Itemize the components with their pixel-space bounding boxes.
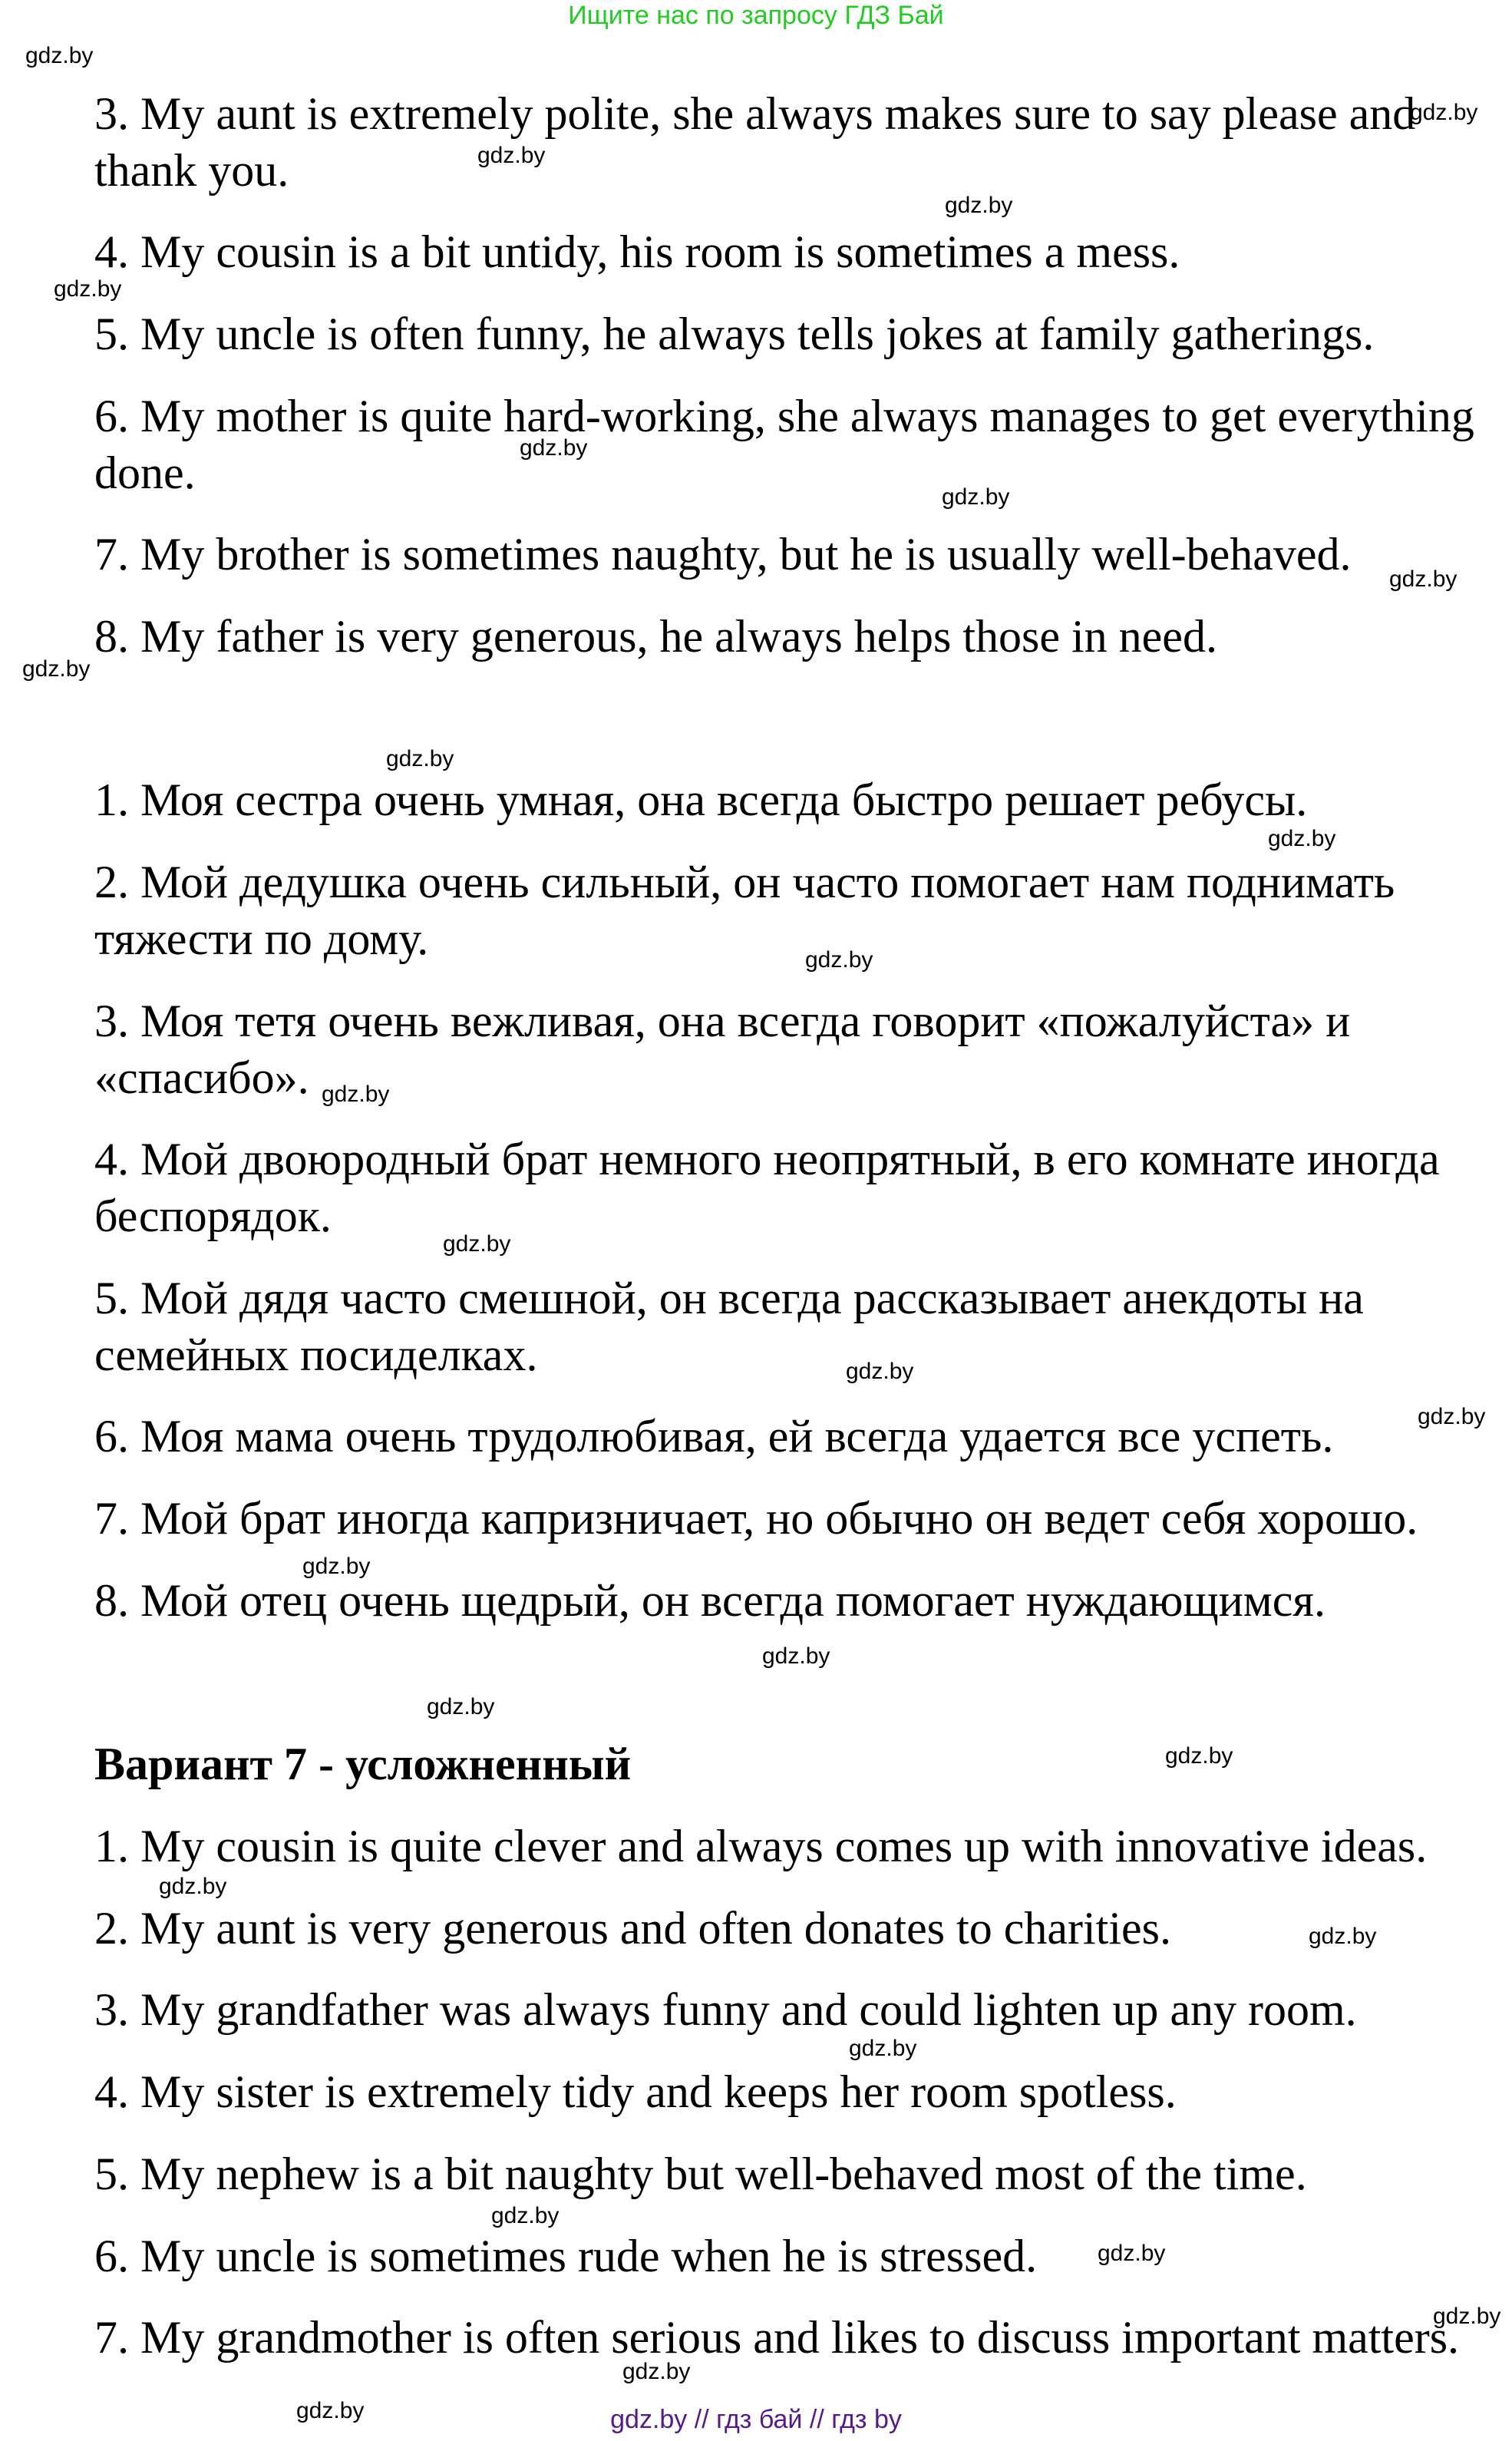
- english-item-line: 6. My mother is quite hard-working, she always manages to get everything: [94, 391, 1474, 441]
- russian-item-line: 7. Мой брат иногда капризничает, но обычно он ведет себя хорошо.: [94, 1493, 1418, 1544]
- watermark: gdz.by: [1268, 826, 1336, 851]
- watermark: gdz.by: [1433, 2304, 1501, 2329]
- watermark: gdz.by: [159, 1874, 227, 1899]
- watermark: gdz.by: [520, 435, 588, 461]
- watermark: gdz.by: [322, 1082, 390, 1107]
- variant-item-line: 4. My sister is extremely tidy and keeps her room spotless.: [94, 2066, 1177, 2117]
- watermark: gdz.by: [296, 2398, 365, 2423]
- english-item-line: 4. My cousin is a bit untidy, his room is sometimes a mess.: [94, 226, 1180, 277]
- watermark: gdz.by: [849, 2036, 917, 2061]
- english-item-line: 5. My uncle is often funny, he always tells jokes at family gatherings.: [94, 309, 1375, 359]
- russian-item-line: 6. Моя мама очень трудолюбивая, ей всегда удается все успеть.: [94, 1411, 1334, 1462]
- watermark: gdz.by: [945, 193, 1013, 218]
- watermark: gdz.by: [1418, 1404, 1486, 1429]
- watermark: gdz.by: [1389, 566, 1458, 592]
- english-item-line: 3. My aunt is extremely polite, she always makes sure to say please and: [94, 88, 1416, 139]
- search-banner: Ищите нас по запросу ГДЗ Бай: [568, 1, 944, 30]
- watermark: gdz.by: [1309, 1924, 1377, 1949]
- watermark: gdz.by: [491, 2203, 560, 2228]
- watermark: gdz.by: [1098, 2241, 1166, 2266]
- watermark: gdz.by: [762, 1643, 830, 1669]
- watermark: gdz.by: [846, 1359, 914, 1384]
- footer-links[interactable]: gdz.by // гдз бай // гдз by: [610, 2405, 902, 2434]
- russian-item-line: 5. Мой дядя часто смешной, он всегда рассказывает анекдоты на: [94, 1273, 1364, 1323]
- watermark: gdz.by: [805, 947, 873, 973]
- watermark: gdz.by: [477, 143, 546, 168]
- variant-item-line: 7. My grandmother is often serious and likes to discuss important matters.: [94, 2312, 1460, 2363]
- watermark: gdz.by: [1410, 100, 1478, 125]
- variant-heading: Вариант 7 - усложненный: [94, 1739, 632, 1789]
- russian-item-line: 3. Моя тетя очень вежливая, она всегда говорит «пожалуйста» и: [94, 996, 1351, 1046]
- russian-item-line: беспорядок.: [94, 1191, 332, 1241]
- watermark: gdz.by: [302, 1554, 371, 1579]
- watermark: gdz.by: [1165, 1743, 1233, 1769]
- watermark: gdz.by: [443, 1231, 511, 1257]
- english-item-line: 7. My brother is sometimes naughty, but he is usually well-behaved.: [94, 529, 1352, 580]
- watermark: gdz.by: [22, 656, 91, 682]
- watermark: gdz.by: [386, 746, 454, 771]
- russian-item-line: 1. Моя сестра очень умная, она всегда быстро решает ребусы.: [94, 775, 1308, 825]
- watermark: gdz.by: [54, 276, 122, 302]
- russian-item-line: 2. Мой дедушка очень сильный, он часто помогает нам поднимать: [94, 857, 1395, 907]
- variant-item-line: 2. My aunt is very generous and often donates to charities.: [94, 1903, 1171, 1954]
- variant-item-line: 6. My uncle is sometimes rude when he is stressed.: [94, 2231, 1038, 2281]
- russian-item-line: семейных посиделках.: [94, 1330, 538, 1380]
- watermark: gdz.by: [25, 43, 94, 68]
- english-item-line: 8. My father is very generous, he always helps those in need.: [94, 611, 1217, 662]
- watermark: gdz.by: [942, 484, 1010, 510]
- variant-item-line: 1. My cousin is quite clever and always comes up with innovative ideas.: [94, 1821, 1428, 1871]
- russian-item-line: 8. Мой отец очень щедрый, он всегда помогает нуждающимся.: [94, 1575, 1326, 1626]
- english-item-line: done.: [94, 448, 196, 498]
- russian-item-line: «спасибо».: [94, 1052, 309, 1103]
- variant-item-line: 5. My nephew is a bit naughty but well-behaved most of the time.: [94, 2149, 1307, 2199]
- watermark: gdz.by: [427, 1694, 495, 1719]
- russian-item-line: тяжести по дому.: [94, 913, 429, 964]
- variant-item-line: 3. My grandfather was always funny and could lighten up any room.: [94, 1984, 1357, 2035]
- watermark: gdz.by: [622, 2359, 691, 2384]
- russian-item-line: 4. Мой двоюродный брат немного неопрятный, в его комнате иногда: [94, 1134, 1440, 1184]
- english-item-line: thank you.: [94, 145, 289, 196]
